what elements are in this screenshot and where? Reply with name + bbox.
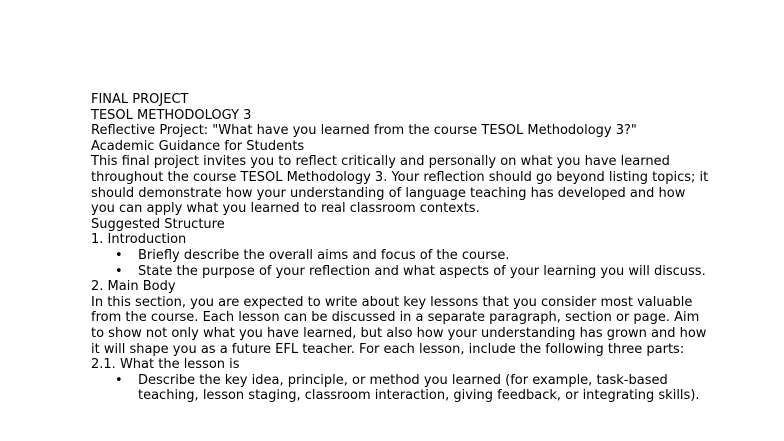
list-item — [91, 248, 711, 264]
what-lesson-is-bullet-list — [91, 373, 711, 404]
introduction-bullet-list — [91, 248, 711, 279]
section-introduction-title: 1. Introduction — [91, 232, 187, 248]
list-item-text: Briefly describe the overall aims and focus of the course. — [138, 247, 510, 263]
list-item-text: Describe the key idea, principle, or method you learned (for example, task-based teaching, lesson staging, classroom interaction, giving feedback, or integrating skills). — [138, 372, 700, 404]
subsection-what-lesson-is-title: 2.1. What the lesson is — [91, 357, 240, 373]
main-body-paragraph: In this section, you are expected to write about key lessons that you consider most valuable from the course. Each lesson can be discussed in a separate paragraph, section or page. Aim to show not only what you have learned, but also how your understanding has grown and how it will shape you as a future EFL teacher. For each lesson, include the following three parts: — [91, 294, 707, 357]
list-item — [91, 373, 711, 404]
section-main-body-title: 2. Main Body — [91, 279, 176, 295]
list-item — [91, 264, 711, 280]
heading-course-title: TESOL METHODOLOGY 3 — [91, 107, 252, 123]
list-item-text: State the purpose of your reflection and what aspects of your learning you will discuss. — [138, 263, 706, 279]
structure-heading: Suggested Structure — [91, 216, 225, 232]
document-body — [91, 92, 711, 404]
heading-reflective-project: Reflective Project: "What have you learned from the course TESOL Methodology 3?" — [91, 123, 637, 139]
heading-final-project: FINAL PROJECT — [91, 92, 189, 107]
bullet-icon: • — [115, 247, 123, 263]
intro-paragraph: This final project invites you to reflect critically and personally on what you have learned throughout the course TESOL Methodology 3. Your reflection should go beyond listing topics; it should demonstrate how your understanding of language teaching has developed and how you can apply what you learned to real classroom contexts. — [91, 154, 709, 217]
bullet-icon: • — [115, 372, 123, 388]
heading-academic-guidance: Academic Guidance for Students — [91, 138, 305, 154]
bullet-icon: • — [115, 263, 123, 279]
